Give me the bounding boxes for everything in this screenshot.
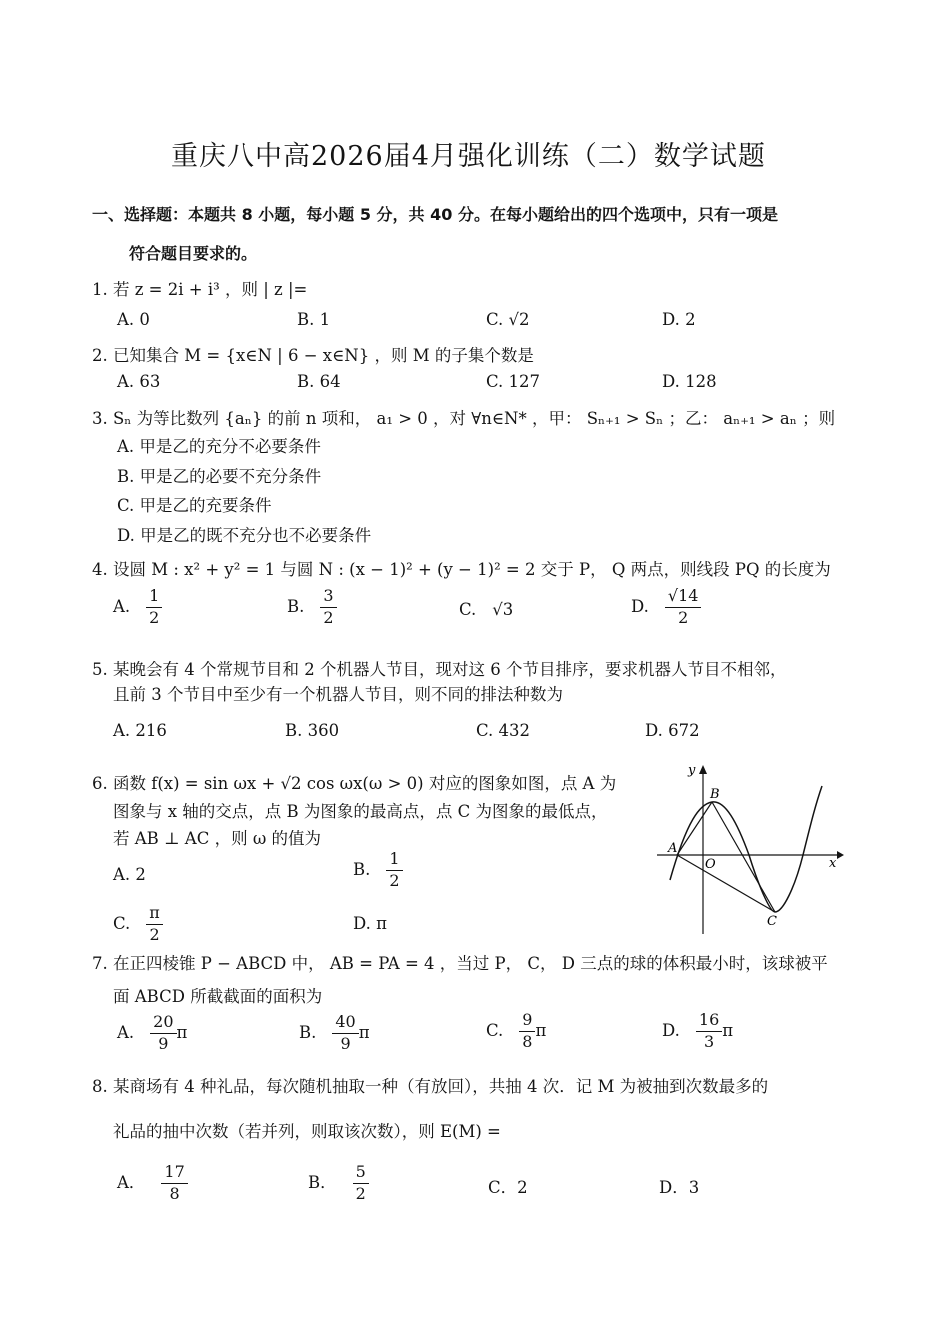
fraction [332, 1014, 358, 1053]
origin-label: O [705, 857, 716, 872]
option-label: A. [117, 1022, 135, 1042]
q4-option-c [459, 600, 513, 619]
q4-stem: 4. 设圆 M : x² + y² = 1 与圆 N : (x − 1)² + (y − 1)² = 2 交于 P， Q 两点，则线段 PQ 的长度为 [92, 560, 831, 579]
numerator: 1 [386, 851, 402, 871]
q8-option-b [308, 1164, 369, 1203]
option-label: C. [486, 1020, 504, 1040]
fraction [665, 588, 702, 627]
option-value: √3 [492, 600, 514, 619]
q7-option-b [299, 1014, 370, 1053]
fraction [161, 1164, 187, 1203]
numerator: 20 [150, 1014, 176, 1034]
q2-stem: 2. 已知集合 M = {x∈N | 6 − x∈N} ，则 M 的子集个数是 [92, 346, 534, 365]
q7-option-a [117, 1014, 187, 1053]
q2-option-a: A. 63 [117, 372, 161, 391]
numerator: 5 [353, 1164, 369, 1184]
option-label: A. [113, 596, 131, 616]
q8-stem-cont: 礼品的抽中次数（若并列，则取该次数），则 E(M) = [113, 1122, 501, 1141]
numerator: √14 [665, 588, 702, 608]
x-axis-label: x [829, 856, 837, 871]
q5-stem-cont: 且前 3 个节目中至少有一个机器人节目，则不同的排法种数为 [113, 685, 563, 704]
segment-bc [712, 802, 775, 912]
segment-ac [677, 855, 775, 912]
point-a-label: A [668, 841, 678, 856]
q8-stem: 8. 某商场有 4 种礼品，每次随机抽取一种（有放回），共抽 4 次．记 M 为被抽到次数最多的 [92, 1077, 769, 1096]
fraction [353, 1164, 369, 1203]
numerator: 9 [519, 1012, 535, 1032]
q5-option-c: C. 432 [476, 721, 531, 740]
q8-option-a [117, 1164, 188, 1203]
q5-option-b: B. 360 [285, 721, 340, 740]
q6-option-c [113, 905, 163, 944]
numerator: 3 [320, 588, 336, 608]
q6-option-a: A. 2 [113, 865, 146, 884]
q5-option-a: A. 216 [113, 721, 167, 740]
numerator: 40 [332, 1014, 358, 1034]
x-axis-arrow [837, 851, 844, 859]
segment-ab [677, 802, 712, 855]
denominator: 2 [149, 924, 160, 944]
page-title: 重庆八中高2026届4月强化训练（二）数学试题 [171, 141, 766, 172]
denominator: 2 [389, 870, 400, 890]
option-label: D. [662, 1020, 680, 1040]
numerator: π [146, 905, 163, 925]
option-label: C. [113, 913, 131, 933]
q5-stem: 5. 某晚会有 4 个常规节目和 2 个机器人节目，现对这 6 个节目排序，要求机器人节目不相邻， [92, 660, 787, 679]
sine-curve [670, 786, 822, 912]
denominator: 9 [158, 1033, 169, 1053]
q3-option-a: A. 甲是乙的充分不必要条件 [117, 437, 321, 456]
denominator: 8 [169, 1183, 180, 1203]
q3-stem: 3. Sₙ 为等比数列 {aₙ} 的前 n 项和， a₁ > 0 ，对 ∀n∈N* ，甲： Sₙ₊₁ > Sₙ ；乙： aₙ₊₁ > aₙ ；则 [92, 409, 836, 428]
q6-stem-cont2: 若 AB ⊥ AC ，则 ω 的值为 [113, 829, 322, 848]
fraction [696, 1012, 722, 1051]
denominator: 2 [323, 607, 334, 627]
option-label: B． [308, 1172, 337, 1192]
q1-option-d: D. 2 [662, 310, 696, 329]
fraction [519, 1012, 535, 1051]
numerator: 16 [696, 1012, 722, 1032]
pi-symbol: π [722, 1020, 734, 1040]
q8-option-d: D．3 [659, 1178, 700, 1197]
section-heading: 一、选择题：本题共 8 小题，每小题 5 分，共 40 分。在每小题给出的四个选项中，只有一项是 [92, 205, 778, 224]
q2-option-c: C. 127 [486, 372, 541, 391]
q6-function-graph [655, 762, 845, 937]
option-label: C. [459, 600, 477, 619]
q6-stem: 6. 函数 f(x) = sin ωx + √2 cos ωx(ω > 0) 对应的图象如图，点 A 为 [92, 774, 617, 793]
q8-option-c: C．2 [488, 1178, 528, 1197]
q6-option-d: D. π [353, 914, 387, 933]
q7-stem: 7. 在正四棱锥 P − ABCD 中， AB = PA = 4 ，当过 P， C， D 三点的球的体积最小时，该球被平 [92, 954, 828, 973]
q6-stem-cont: 图象与 x 轴的交点，点 B 为图象的最高点，点 C 为图象的最低点， [113, 802, 608, 821]
fraction [150, 1014, 176, 1053]
point-b-label: B [710, 787, 720, 802]
option-label: B. [353, 859, 371, 879]
denominator: 8 [522, 1031, 533, 1051]
q2-option-b: B. 64 [297, 372, 341, 391]
section-heading-cont: 符合题目要求的。 [129, 244, 258, 263]
option-label: B. [299, 1022, 317, 1042]
denominator: 2 [355, 1183, 366, 1203]
q1-option-a: A. 0 [117, 310, 150, 329]
point-c-label: C [767, 914, 777, 929]
option-label: A． [117, 1172, 146, 1192]
pi-symbol: π [535, 1020, 547, 1040]
q4-option-d [631, 588, 701, 627]
fraction [146, 588, 162, 627]
q4-option-b [287, 588, 337, 627]
q7-stem-cont: 面 ABCD 所截截面的面积为 [113, 987, 323, 1006]
q6-option-b [353, 851, 403, 890]
q3-option-d: D. 甲是乙的既不充分也不必要条件 [117, 526, 372, 545]
q3-option-b: B. 甲是乙的必要不充分条件 [117, 467, 322, 486]
denominator: 3 [703, 1031, 715, 1051]
numerator: 1 [146, 588, 162, 608]
fraction [386, 851, 402, 890]
fraction [320, 588, 336, 627]
y-axis-label: y [688, 763, 696, 778]
q4-option-a [113, 588, 162, 627]
denominator: 9 [340, 1033, 351, 1053]
y-axis-arrow [699, 765, 707, 774]
q5-option-d: D. 672 [645, 721, 700, 740]
pi-symbol: π [358, 1022, 370, 1042]
q7-option-c [486, 1012, 546, 1051]
option-label: D. [631, 596, 649, 616]
q2-option-d: D. 128 [662, 372, 717, 391]
numerator: 17 [161, 1164, 187, 1184]
option-label: B. [287, 596, 305, 616]
q3-option-c: C. 甲是乙的充要条件 [117, 496, 272, 515]
q7-option-d [662, 1012, 733, 1051]
q1-stem: 1. 若 z = 2i + i³ ，则 | z |= [92, 280, 308, 299]
q1-option-b: B. 1 [297, 310, 331, 329]
denominator: 2 [678, 607, 689, 627]
denominator: 2 [149, 607, 160, 627]
q1-option-c: C. √2 [486, 310, 530, 329]
pi-symbol: π [176, 1022, 188, 1042]
fraction [146, 905, 163, 944]
